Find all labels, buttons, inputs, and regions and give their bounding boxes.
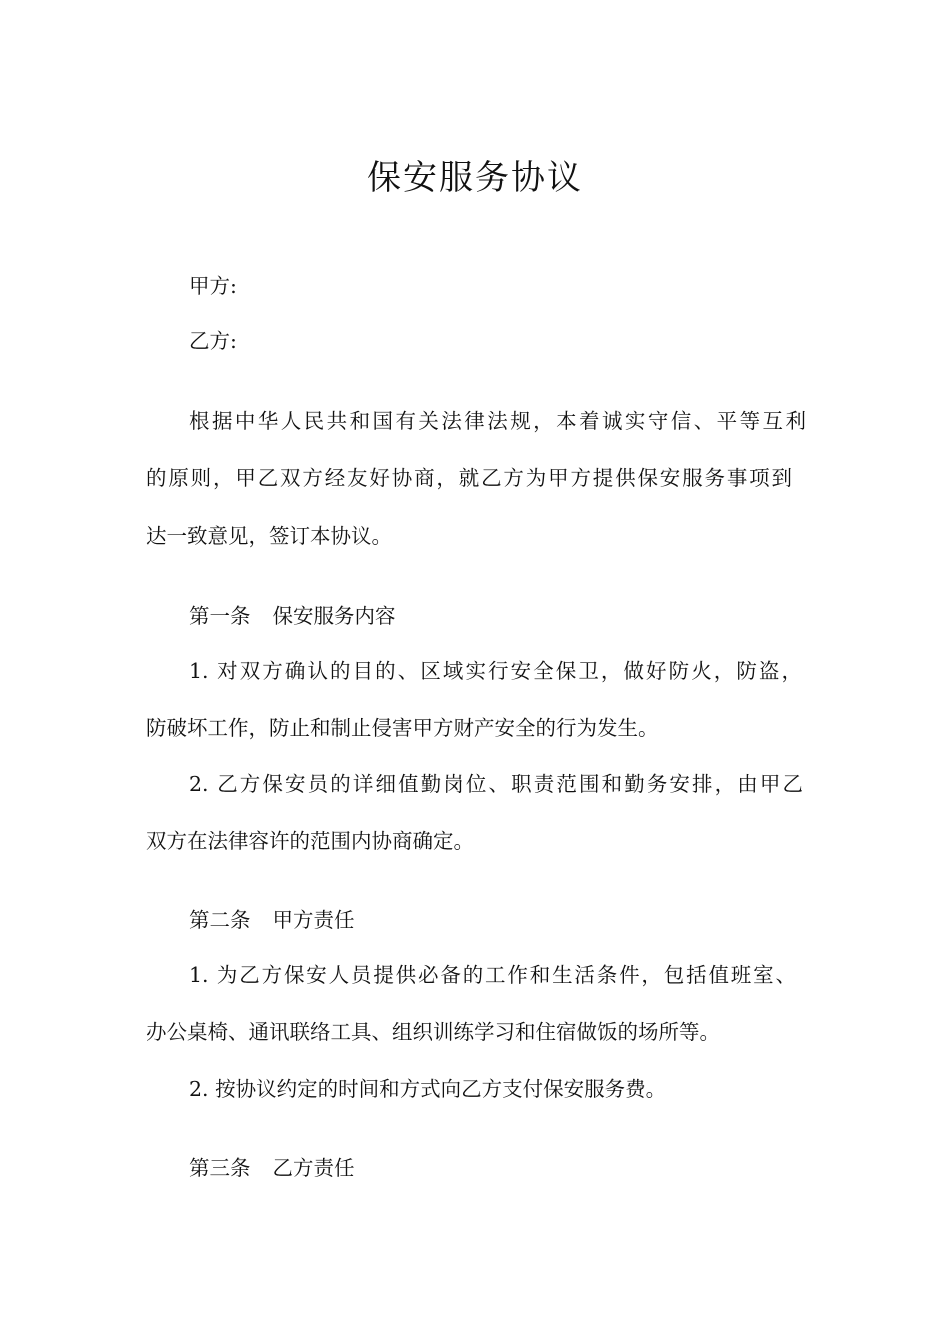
article-2-number: 第二条	[189, 908, 251, 932]
article-1-item-2-line-2: 双方在法律容许的范围内协商确定。	[146, 829, 474, 853]
preamble-line-1: 根据中华人民共和国有关法律法规，本着诚实守信、平等互利	[189, 409, 806, 433]
article-3-heading	[189, 1150, 849, 1186]
document-title: 保安服务协议	[367, 158, 583, 198]
article-2-heading	[189, 902, 849, 938]
article-1-item-1-line-1: 1. 对双方确认的目的、区域实行安全保卫，做好防火，防盗，	[189, 659, 802, 683]
article-1-title: 保安服务内容	[272, 604, 396, 628]
article-1-item-2-line-1: 2. 乙方保安员的详细值勤岗位、职责范围和勤务安排，由甲乙	[189, 772, 803, 796]
article-2-item-1-line-2: 办公桌椅、通讯联络工具、组织训练学习和住宿做饭的场所等。	[146, 1020, 720, 1044]
party-b-label: 乙方:	[189, 329, 237, 353]
article-1-item-1-line-2: 防破坏工作，防止和制止侵害甲方财产安全的行为发生。	[146, 716, 659, 740]
article-2-title: 甲方责任	[272, 908, 355, 932]
article-2-item-1-line-1: 1. 为乙方保安人员提供必备的工作和生活条件，包括值班室、	[189, 963, 796, 987]
article-3-number: 第三条	[189, 1156, 251, 1180]
preamble-line-3: 达一致意见，签订本协议。	[146, 524, 392, 548]
party-a-label: 甲方:	[189, 274, 237, 298]
article-3-title: 乙方责任	[272, 1156, 355, 1180]
article-1-number: 第一条	[189, 604, 251, 628]
article-1-heading	[189, 598, 849, 634]
preamble-line-2: 的原则，甲乙双方经友好协商，就乙方为甲方提供保安服务事项到	[146, 466, 792, 490]
article-2-item-2-line-1: 2. 按协议约定的时间和方式向乙方支付保安服务费。	[189, 1077, 667, 1101]
